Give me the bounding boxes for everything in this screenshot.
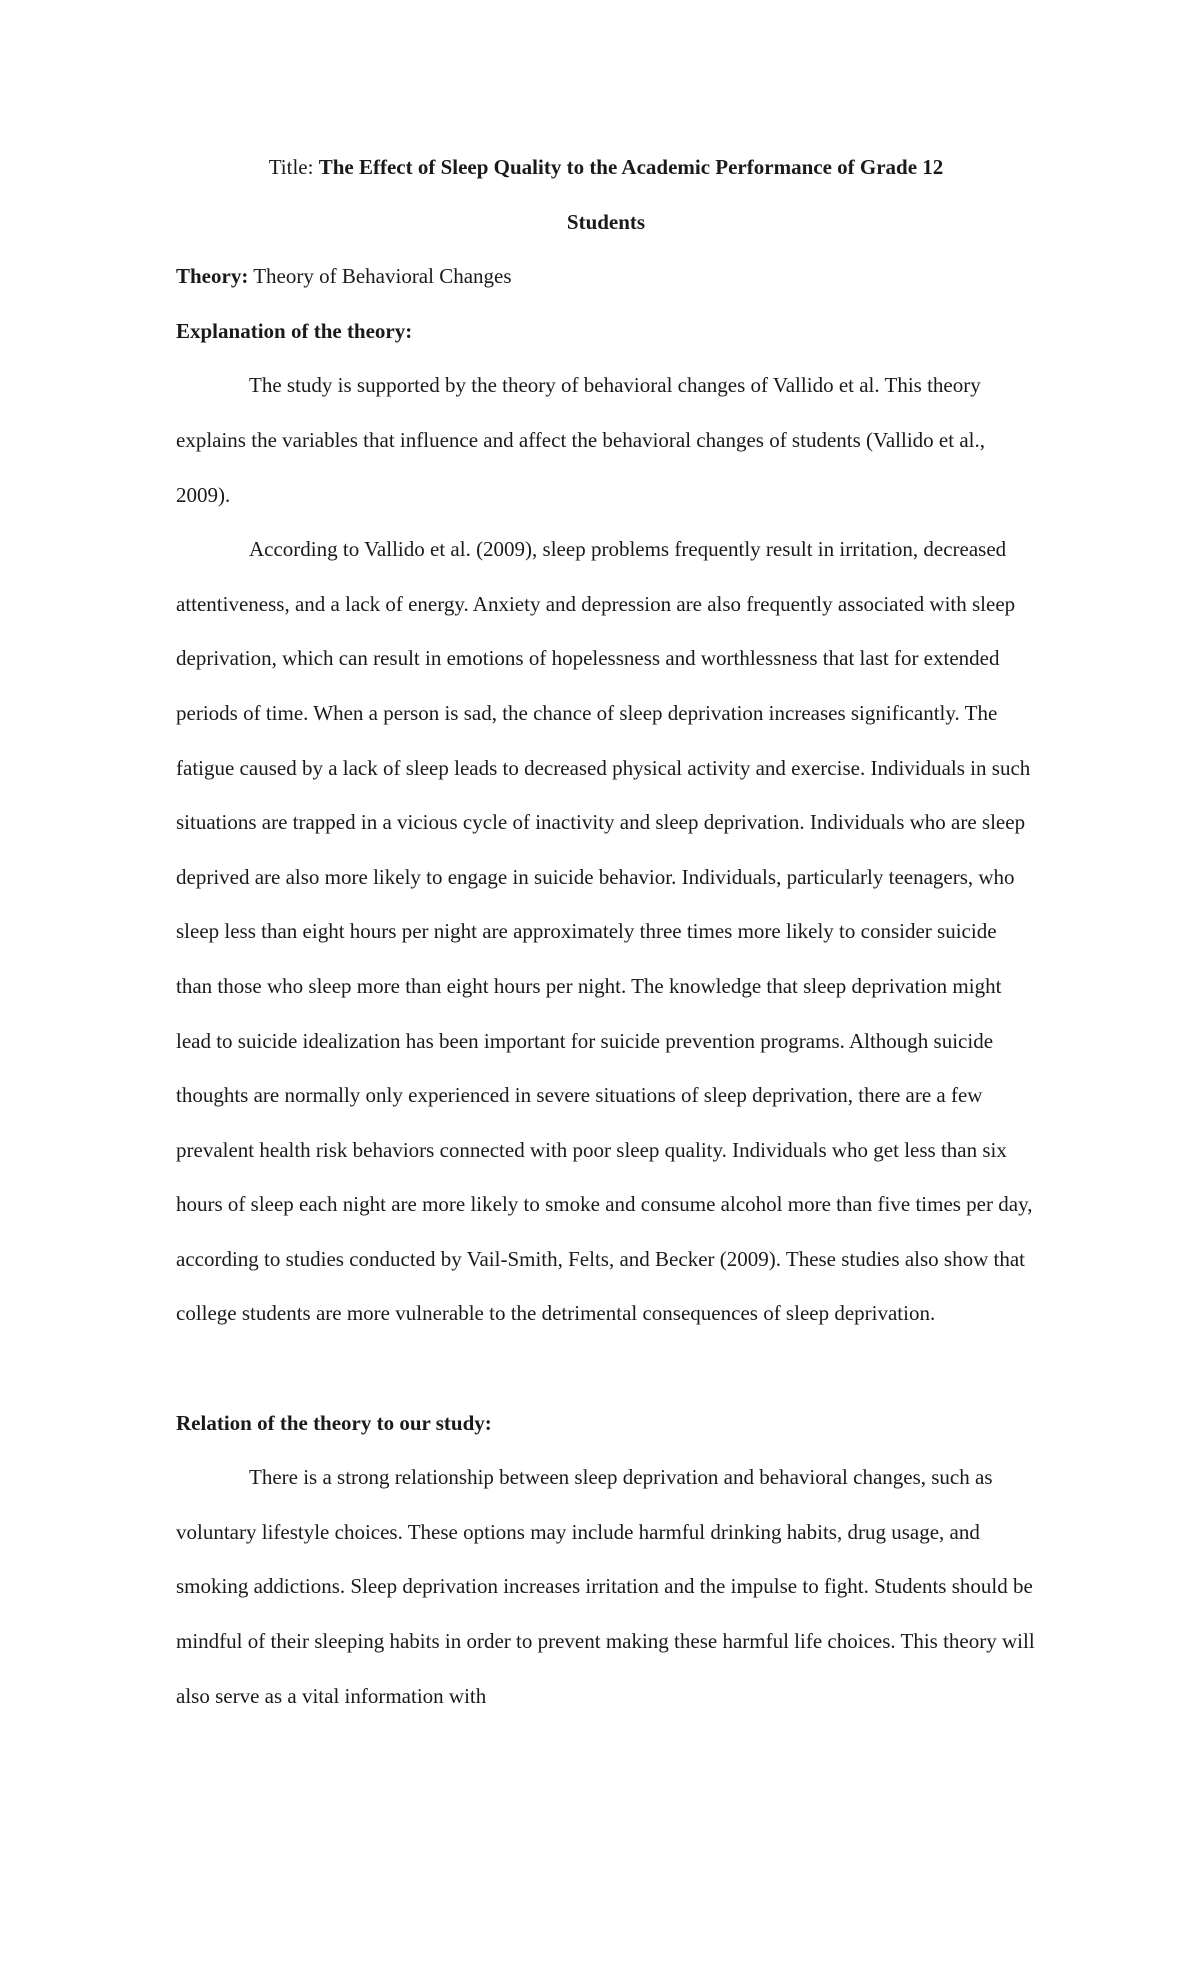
- theory-value: Theory of Behavioral Changes: [248, 264, 512, 289]
- relation-heading: Relation of the theory to our study:: [176, 1410, 492, 1435]
- theory-line: [176, 249, 1036, 304]
- section-spacer: [176, 1341, 1036, 1396]
- theory-label: Theory:: [176, 264, 249, 289]
- title-prefix: Title:: [268, 155, 319, 179]
- explanation-heading: Explanation of the theory:: [176, 318, 413, 343]
- document-body: [176, 140, 1036, 1723]
- title-line-2: Students: [566, 209, 646, 234]
- relation-paragraph: There is a strong relationship between sleep deprivation and behavioral changes, such as voluntary lifestyle choices. These options may include harmful drinking habits, drug usage, and smoking addictions. Sleep deprivation increases irritation and the impulse to fight. Students should be mindful of their sleeping habits in order to prevent making these harmful life choices. This theory will also serve as a vital information with: [176, 1465, 1035, 1708]
- explanation-paragraph-1: The study is supported by the theory of behavioral changes of Vallido et al. This theory explains the variables that influence and affect the behavioral changes of students (Vallido et al., 2009).: [176, 373, 985, 507]
- document-title: [176, 140, 1036, 249]
- explanation-paragraph-2: According to Vallido et al. (2009), sleep problems frequently result in irritation, decreased attentiveness, and a lack of energy. Anxiety and depression are also frequently associated with sleep deprivation, which can result in emotions of hopelessness and worthlessness that last for extended periods of time. When a person is sad, the chance of sleep deprivation increases significantly. The fatigue caused by a lack of sleep leads to decreased physical activity and exercise. Individuals in such situations are trapped in a vicious cycle of inactivity and sleep deprivation. Individuals who are sleep deprived are also more likely to engage in suicide behavior. Individuals, particularly teenagers, who sleep less than eight hours per night are approximately three times more likely to consider suicide than those who sleep more than eight hours per night. The knowledge that sleep deprivation might lead to suicide idealization has been important for suicide prevention programs. Although suicide thoughts are normally only experienced in severe situations of sleep deprivation, there are a few prevalent health risk behaviors connected with poor sleep quality. Individuals who get less than six hours of sleep each night are more likely to smoke and consume alcohol more than five times per day, according to studies conducted by Vail-Smith, Felts, and Becker (2009). These studies also show that college students are more vulnerable to the detrimental consequences of sleep deprivation.: [176, 537, 1033, 1326]
- title-text: The Effect of Sleep Quality to the Academic Performance of Grade 12: [318, 155, 944, 179]
- title-line-1: [176, 140, 1036, 195]
